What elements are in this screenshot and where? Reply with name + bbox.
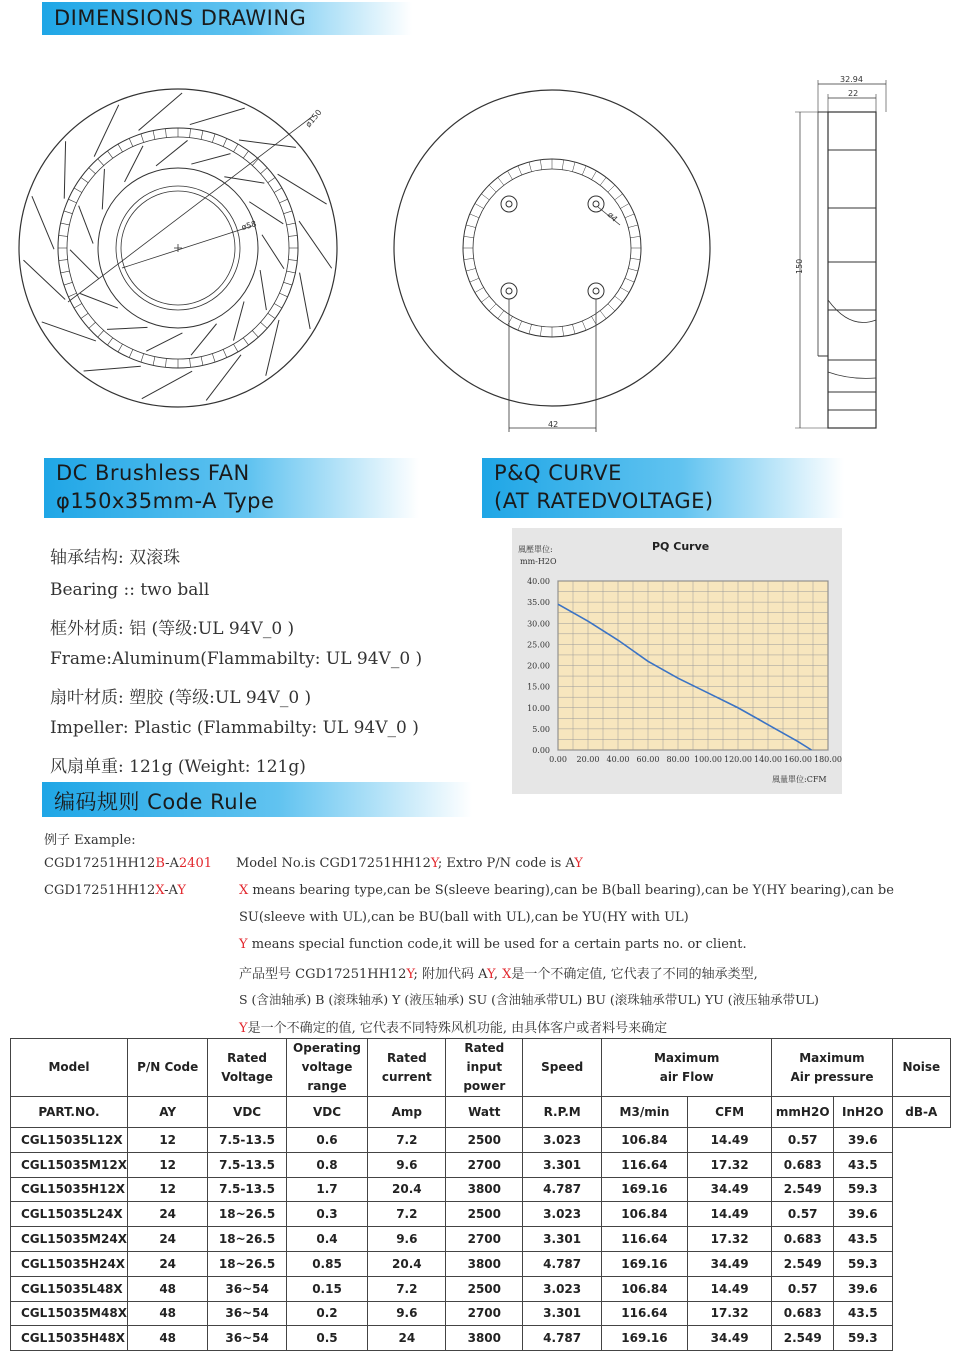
cell-watt: 20.4 bbox=[368, 1177, 446, 1202]
cn1-d: Y bbox=[486, 967, 494, 982]
dia150-label: ø150 bbox=[303, 107, 324, 130]
hdr-model: Model bbox=[11, 1039, 128, 1097]
y-axis-label-2: mm-H2O bbox=[520, 557, 557, 566]
unit-dba: dB-A bbox=[892, 1097, 950, 1128]
cell-watt: 9.6 bbox=[368, 1152, 446, 1177]
cell-amp: 0.4 bbox=[286, 1227, 368, 1252]
cn1-a: 产品型号 CGD17251HH12 bbox=[239, 967, 407, 982]
cell-db: 43.5 bbox=[834, 1227, 892, 1252]
y-tick-label: 20.00 bbox=[527, 661, 550, 671]
cell-v: 12 bbox=[127, 1177, 207, 1202]
cell-mm: 17.32 bbox=[687, 1301, 771, 1326]
impeller-cn: 扇叶材质: 塑胶 (等级:UL 94V_0 ) bbox=[50, 688, 312, 708]
cell-rpm: 2700 bbox=[446, 1301, 523, 1326]
weight: 风扇单重: 121g (Weight: 121g) bbox=[50, 757, 306, 777]
hdr-op-range: Operating voltage range bbox=[286, 1039, 368, 1097]
x-tick-label: 20.00 bbox=[576, 755, 600, 764]
cell-m3: 3.301 bbox=[523, 1301, 602, 1326]
cell-mm: 17.32 bbox=[687, 1152, 771, 1177]
cell-range: 36~54 bbox=[208, 1326, 286, 1351]
fan-title-line1: DC Brushless FAN bbox=[56, 461, 250, 485]
cell-part: CGL15035L12X bbox=[11, 1128, 128, 1153]
cell-v: 24 bbox=[127, 1251, 207, 1276]
hdr-speed: Speed bbox=[523, 1039, 602, 1097]
x-tick-label: 40.00 bbox=[606, 755, 630, 764]
x-meaning-line1 bbox=[239, 883, 894, 898]
y-tick-label: 10.00 bbox=[527, 703, 550, 713]
cell-watt: 9.6 bbox=[368, 1227, 446, 1252]
cell-db: 39.6 bbox=[834, 1128, 892, 1153]
cell-rpm: 2500 bbox=[446, 1276, 523, 1301]
code-rule-banner bbox=[42, 782, 472, 817]
cell-in: 0.57 bbox=[772, 1202, 834, 1227]
pq-chart-panel bbox=[512, 528, 842, 794]
cn1-b: Y bbox=[406, 967, 414, 982]
cell-in: 2.549 bbox=[772, 1326, 834, 1351]
cell-rpm: 2500 bbox=[446, 1128, 523, 1153]
y-tick-label: 5.00 bbox=[532, 724, 550, 734]
hdr-pn-code: P/N Code bbox=[127, 1039, 207, 1097]
cell-db: 43.5 bbox=[834, 1152, 892, 1177]
table-row bbox=[11, 1326, 951, 1351]
model-a: Model No.is CGD17251HH12 bbox=[236, 856, 431, 871]
cell-v: 12 bbox=[127, 1128, 207, 1153]
y-a: Y bbox=[239, 937, 248, 952]
cell-mm: 34.49 bbox=[687, 1177, 771, 1202]
cell-range: 7.5-13.5 bbox=[208, 1152, 286, 1177]
ex1-bearing: B bbox=[155, 856, 166, 871]
table-row bbox=[11, 1301, 951, 1326]
cell-watt: 24 bbox=[368, 1326, 446, 1351]
hdr-noise: Noise bbox=[892, 1039, 950, 1097]
y-tick-label: 40.00 bbox=[527, 577, 550, 586]
cell-range: 18~26.5 bbox=[208, 1202, 286, 1227]
cell-amp: 0.5 bbox=[286, 1326, 368, 1351]
cell-in: 0.683 bbox=[772, 1227, 834, 1252]
cell-db: 59.3 bbox=[834, 1177, 892, 1202]
ex2-sep: -A bbox=[164, 883, 178, 898]
model-d: Y bbox=[574, 856, 583, 871]
cell-cfm: 169.16 bbox=[602, 1326, 688, 1351]
impeller-en: Impeller: Plastic (Flammabilty: UL 94V_0 ) bbox=[50, 718, 419, 738]
example-2 bbox=[44, 883, 186, 898]
impeller-front-view bbox=[19, 89, 337, 407]
ex2-bearing: X bbox=[155, 883, 165, 898]
x-tick-label: 160.00 bbox=[784, 755, 812, 764]
table-row bbox=[11, 1227, 951, 1252]
unit-inh2o: InH2O bbox=[834, 1097, 892, 1128]
cell-part: CGL15035M48X bbox=[11, 1301, 128, 1326]
spec-table bbox=[10, 1038, 951, 1351]
dimensions-title: DIMENSIONS DRAWING bbox=[54, 6, 307, 30]
cell-mm: 34.49 bbox=[687, 1326, 771, 1351]
frame-en: Frame:Aluminum(Flammabilty: UL 94V_0 ) bbox=[50, 649, 423, 669]
fan-title-banner bbox=[44, 458, 419, 518]
ex1-base: CGD17251HH12 bbox=[44, 856, 156, 871]
example-label: 例子 Example: bbox=[44, 833, 136, 848]
cell-range: 18~26.5 bbox=[208, 1251, 286, 1276]
cn3-a: Y bbox=[239, 1021, 248, 1036]
unit-rpm: R.P.M bbox=[523, 1097, 602, 1128]
fan-side-view bbox=[795, 80, 886, 428]
cell-in: 0.57 bbox=[772, 1276, 834, 1301]
cell-amp: 0.6 bbox=[286, 1128, 368, 1153]
header-row bbox=[11, 1039, 951, 1097]
x-tick-label: 100.00 bbox=[694, 755, 722, 764]
cell-v: 12 bbox=[127, 1152, 207, 1177]
unit-part-no: PART.NO. bbox=[11, 1097, 128, 1128]
cell-in: 0.57 bbox=[772, 1128, 834, 1153]
cn-line1 bbox=[239, 963, 758, 982]
cn-line2: S (含油轴承) B (滚珠轴承) Y (液压轴承) SU (含油轴承带UL) BU (滚珠轴承带UL) YU (液压轴承带UL) bbox=[239, 992, 819, 1007]
cell-part: CGL15035H12X bbox=[11, 1177, 128, 1202]
cell-rpm: 3800 bbox=[446, 1177, 523, 1202]
cell-cfm: 116.64 bbox=[602, 1301, 688, 1326]
cell-rpm: 2700 bbox=[446, 1152, 523, 1177]
cell-v: 24 bbox=[127, 1227, 207, 1252]
hdr-rated-current: Rated current bbox=[368, 1039, 446, 1097]
pq-title-line2: (AT RATEDVOLTAGE) bbox=[494, 489, 714, 513]
cell-m3: 3.301 bbox=[523, 1152, 602, 1177]
cell-part: CGL15035H48X bbox=[11, 1326, 128, 1351]
unit-amp: Amp bbox=[368, 1097, 446, 1128]
ex1-code: 2401 bbox=[178, 856, 212, 871]
dim3294-label: 32.94 bbox=[840, 75, 863, 84]
x-tick-label: 180.00 bbox=[814, 755, 842, 764]
cell-cfm: 116.64 bbox=[602, 1227, 688, 1252]
unit-vdc: VDC bbox=[208, 1097, 286, 1128]
units-row bbox=[11, 1097, 951, 1128]
dimensions-banner bbox=[42, 2, 412, 35]
cell-v: 48 bbox=[127, 1276, 207, 1301]
cell-v: 48 bbox=[127, 1301, 207, 1326]
x-tick-label: 0.00 bbox=[549, 755, 567, 764]
cell-part: CGL15035M24X bbox=[11, 1227, 128, 1252]
cell-mm: 34.49 bbox=[687, 1251, 771, 1276]
cell-rpm: 3800 bbox=[446, 1326, 523, 1351]
ex2-base: CGD17251HH12 bbox=[44, 883, 156, 898]
cn1-e: , bbox=[493, 967, 503, 982]
unit-cfm: CFM bbox=[687, 1097, 771, 1128]
cell-m3: 4.787 bbox=[523, 1177, 602, 1202]
cell-part: CGL15035L24X bbox=[11, 1202, 128, 1227]
x-tick-label: 80.00 bbox=[666, 755, 690, 764]
y-tick-label: 25.00 bbox=[527, 640, 550, 650]
cell-part: CGL15035M12X bbox=[11, 1152, 128, 1177]
cell-watt: 9.6 bbox=[368, 1301, 446, 1326]
cell-in: 2.549 bbox=[772, 1251, 834, 1276]
cell-amp: 0.85 bbox=[286, 1251, 368, 1276]
cell-db: 39.6 bbox=[834, 1276, 892, 1301]
cell-m3: 3.023 bbox=[523, 1276, 602, 1301]
hdr-pressure: Maximum Air pressure bbox=[772, 1039, 892, 1097]
frame-cn: 框外材质: 铝 (等级:UL 94V_0 ) bbox=[50, 619, 295, 639]
fan-back-view bbox=[394, 90, 710, 432]
table-row bbox=[11, 1152, 951, 1177]
cn1-f: X bbox=[502, 967, 512, 982]
model-line bbox=[236, 856, 583, 871]
cell-in: 0.683 bbox=[772, 1152, 834, 1177]
x-meaning-line2: SU(sleeve with UL),can be BU(ball with UL),can be YU(HY with UL) bbox=[239, 910, 689, 925]
chart-title: PQ Curve bbox=[652, 540, 710, 553]
hdr-rated-power: Rated input power bbox=[446, 1039, 523, 1097]
table-row bbox=[11, 1276, 951, 1301]
cell-m3: 3.023 bbox=[523, 1128, 602, 1153]
cell-m3: 4.787 bbox=[523, 1326, 602, 1351]
y-tick-label: 15.00 bbox=[527, 682, 550, 692]
y-b: means special function code,it will be used for a certain parts no. or client. bbox=[247, 937, 747, 952]
cn3-b: 是一个不确定的值, 它代表不同特殊风机功能, 由具体客户或者料号来确定 bbox=[247, 1021, 668, 1036]
cell-db: 43.5 bbox=[834, 1301, 892, 1326]
ex1-sep: -A bbox=[165, 856, 179, 871]
bearing-en: Bearing :: two ball bbox=[50, 580, 210, 600]
cell-cfm: 116.64 bbox=[602, 1152, 688, 1177]
cell-watt: 7.2 bbox=[368, 1128, 446, 1153]
cell-mm: 14.49 bbox=[687, 1128, 771, 1153]
cell-watt: 7.2 bbox=[368, 1276, 446, 1301]
unit-m3: M3/min bbox=[602, 1097, 688, 1128]
table-row bbox=[11, 1202, 951, 1227]
unit-mmh2o: mmH2O bbox=[772, 1097, 834, 1128]
cell-in: 2.549 bbox=[772, 1177, 834, 1202]
cell-in: 0.683 bbox=[772, 1301, 834, 1326]
dia4-label: ø4 bbox=[605, 210, 620, 224]
cell-watt: 7.2 bbox=[368, 1202, 446, 1227]
cell-m3: 4.787 bbox=[523, 1251, 602, 1276]
hdr-airflow: Maximum air Flow bbox=[602, 1039, 772, 1097]
cell-mm: 14.49 bbox=[687, 1202, 771, 1227]
cell-range: 36~54 bbox=[208, 1276, 286, 1301]
dia58-label: ø58 bbox=[240, 219, 258, 232]
ex2-code: Y bbox=[177, 883, 186, 898]
cell-db: 59.3 bbox=[834, 1326, 892, 1351]
cell-amp: 1.7 bbox=[286, 1177, 368, 1202]
cell-db: 59.3 bbox=[834, 1251, 892, 1276]
cell-range: 7.5-13.5 bbox=[208, 1177, 286, 1202]
cell-amp: 0.2 bbox=[286, 1301, 368, 1326]
cell-cfm: 106.84 bbox=[602, 1276, 688, 1301]
x-tick-label: 60.00 bbox=[636, 755, 660, 764]
y-meaning bbox=[239, 937, 747, 952]
cell-mm: 17.32 bbox=[687, 1227, 771, 1252]
example-1 bbox=[44, 856, 212, 871]
code-rule-title: 编码规则 Code Rule bbox=[54, 790, 258, 814]
fan-title-line2: φ150x35mm-A Type bbox=[56, 489, 275, 513]
model-c: ; Extro P/N code is A bbox=[437, 856, 575, 871]
pq-title-banner bbox=[482, 458, 844, 518]
cell-part: CGL15035L48X bbox=[11, 1276, 128, 1301]
cell-cfm: 169.16 bbox=[602, 1251, 688, 1276]
y-tick-label: 35.00 bbox=[527, 598, 550, 608]
cell-range: 36~54 bbox=[208, 1301, 286, 1326]
cell-m3: 3.301 bbox=[523, 1227, 602, 1252]
cell-v: 24 bbox=[127, 1202, 207, 1227]
cell-cfm: 106.84 bbox=[602, 1128, 688, 1153]
cn1-g: 是一个不确定值, 它代表了不同的轴承类型, bbox=[511, 967, 758, 982]
cell-rpm: 2500 bbox=[446, 1202, 523, 1227]
dim42-label: 42 bbox=[548, 420, 559, 429]
cn1-c: ; 附加代码 A bbox=[413, 967, 487, 982]
x-axis-label: 風量單位:CFM bbox=[772, 775, 827, 784]
y-tick-label: 30.00 bbox=[527, 619, 550, 629]
cell-v: 48 bbox=[127, 1326, 207, 1351]
pq-chart bbox=[512, 528, 842, 794]
cell-cfm: 106.84 bbox=[602, 1202, 688, 1227]
model-b: Y bbox=[430, 856, 438, 871]
x-tick-label: 140.00 bbox=[754, 755, 782, 764]
x-tick-label: 120.00 bbox=[724, 755, 752, 764]
cell-rpm: 2700 bbox=[446, 1227, 523, 1252]
table-row bbox=[11, 1177, 951, 1202]
x-b: means bearing type,can be S(sleeve bearing),can be B(ball bearing),can be Y(HY bearing),can be bbox=[248, 883, 894, 898]
cell-mm: 14.49 bbox=[687, 1276, 771, 1301]
cell-amp: 0.3 bbox=[286, 1202, 368, 1227]
unit-vdc-range: VDC bbox=[286, 1097, 368, 1128]
cell-db: 39.6 bbox=[834, 1202, 892, 1227]
cell-amp: 0.8 bbox=[286, 1152, 368, 1177]
cn-line3 bbox=[239, 1017, 667, 1036]
cell-rpm: 3800 bbox=[446, 1251, 523, 1276]
unit-watt: Watt bbox=[446, 1097, 523, 1128]
hdr-rated-voltage: Rated Voltage bbox=[208, 1039, 286, 1097]
table-row bbox=[11, 1251, 951, 1276]
cell-amp: 0.15 bbox=[286, 1276, 368, 1301]
cell-part: CGL15035H24X bbox=[11, 1251, 128, 1276]
cell-m3: 3.023 bbox=[523, 1202, 602, 1227]
bearing-cn: 轴承结构: 双滚珠 bbox=[50, 548, 181, 568]
cell-range: 7.5-13.5 bbox=[208, 1128, 286, 1153]
dimensions-drawing bbox=[0, 40, 960, 440]
cell-range: 18~26.5 bbox=[208, 1227, 286, 1252]
dim150-label: 150 bbox=[795, 258, 804, 274]
y-axis-label-1: 風壓單位: bbox=[518, 545, 553, 554]
pn-code-value: AY bbox=[127, 1097, 207, 1128]
dim22-label: 22 bbox=[848, 89, 859, 98]
y-tick-label: 0.00 bbox=[532, 746, 550, 755]
pq-title-line1: P&Q CURVE bbox=[494, 461, 622, 485]
table-row bbox=[11, 1128, 951, 1153]
x-a: X bbox=[239, 883, 249, 898]
cell-cfm: 169.16 bbox=[602, 1177, 688, 1202]
cell-watt: 20.4 bbox=[368, 1251, 446, 1276]
